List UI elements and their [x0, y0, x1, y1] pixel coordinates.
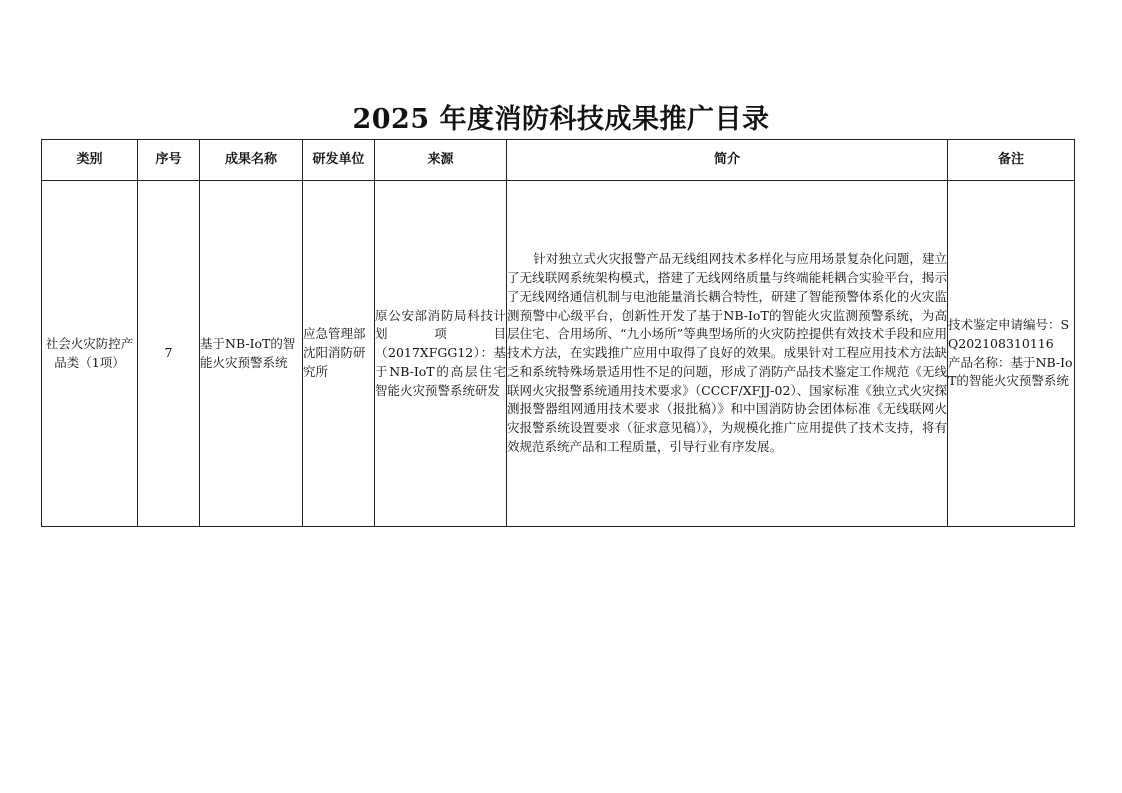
- header-category: 类别: [42, 140, 138, 181]
- cell-remark: [948, 181, 1075, 527]
- remark-product-name: 产品名称：基于NB-IoT的智能火灾预警系统: [948, 354, 1073, 389]
- cell-name: 基于NB-IoT的智能火灾预警系统: [200, 181, 303, 527]
- header-remark: 备注: [948, 140, 1075, 181]
- header-name: 成果名称: [200, 140, 303, 181]
- cell-category: 社会火灾防控产品类（1项）: [42, 181, 138, 527]
- page-title: 2025 年度消防科技成果推广目录: [352, 104, 770, 135]
- remark-appraisal-number: 技术鉴定申请编号：SQ202108310116: [948, 316, 1070, 351]
- cell-seq: 7: [138, 181, 200, 527]
- header-seq: 序号: [138, 140, 200, 181]
- table-header-row: [42, 140, 1075, 181]
- intro-text: 针对独立式火灾报警产品无线组网技术多样化与应用场景复杂化问题，建立了无线联网系统架构模式，搭建了无线网络质量与终端能耗耦合实验平台，揭示了无线网络通信机制与电池能量消长耦合特性，研建了智能预警体系化的火灾监测预警中心级平台，创新性开发了基于NB-IoT的智能火灾监测预警系统，为高层住宅、合用场所、“九小场所”等典型场所的火灾防控提供有效技术手段和应用技术方法，在实践推广应用中取得了良好的效果。成果针对工程应用技术方法缺乏和系统特殊场景适用性不足的问题，形成了消防产品技术鉴定工作规范《无线联网火灾报警系统通用技术要求》（CCCF/XFJJ-02）、国家标准《独立式火灾探测报警器组网通用技术要求（报批稿）》和中国消防协会团体标准《无线联网火灾报警系统设置要求（征求意见稿）》，为规模化推广应用提供了技术支持，将有效规范系统产品和工程质量，引导行业有序发展。: [507, 251, 947, 455]
- header-source: 来源: [375, 140, 507, 181]
- table-row: [42, 181, 1075, 527]
- header-intro: 简介: [507, 140, 948, 181]
- cell-intro: [507, 181, 948, 527]
- header-unit: 研发单位: [303, 140, 375, 181]
- cell-unit: 应急管理部沈阳消防研究所: [303, 181, 375, 527]
- catalog-table: [41, 139, 1075, 527]
- cell-source: 原公安部消防局科技计划项目（2017XFGG12）：基于NB-IoT的高层住宅智能火灾预警系统研发: [375, 181, 507, 527]
